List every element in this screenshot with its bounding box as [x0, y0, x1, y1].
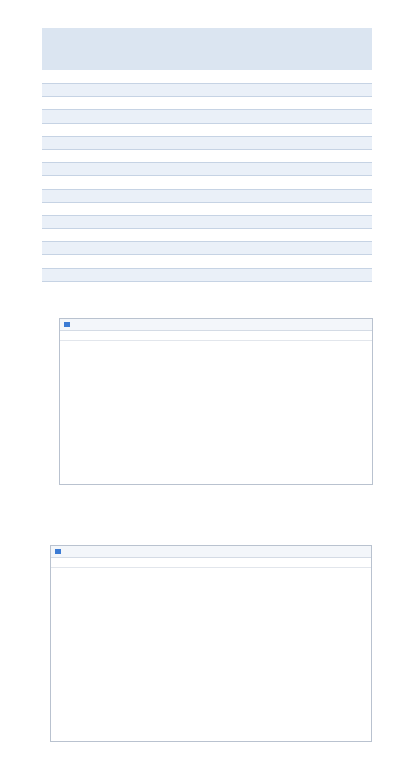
header-load-case: [106, 28, 171, 70]
pager-toolbar: [60, 331, 372, 341]
cell-ratio: [320, 123, 372, 136]
cell-story: [42, 229, 106, 242]
cell-story: [42, 163, 106, 176]
story-displacement-table: [42, 28, 372, 282]
table-row: [42, 176, 372, 189]
cell-maximum: [215, 242, 267, 255]
header-average: [267, 28, 321, 70]
cell-average: [267, 163, 321, 176]
table-row: [42, 229, 372, 242]
header-ratio: [320, 28, 372, 70]
cell-ratio: [320, 84, 372, 97]
cell-ratio: [320, 149, 372, 162]
table-row: [42, 149, 372, 162]
cell-load-case: [106, 268, 171, 281]
unit-maximum: [215, 70, 267, 84]
cell-maximum: [215, 136, 267, 149]
cell-average: [267, 202, 321, 215]
cell-ratio: [320, 255, 372, 268]
cell-maximum: [215, 97, 267, 110]
cell-maximum: [215, 268, 267, 281]
cell-average: [267, 110, 321, 123]
table-row: [42, 97, 372, 110]
cell-story: [42, 123, 106, 136]
cell-maximum: [215, 189, 267, 202]
cell-maximum: [215, 176, 267, 189]
window-titlebar: [51, 546, 371, 558]
header-direction: [170, 28, 214, 70]
cell-ratio: [320, 163, 372, 176]
table-row: [42, 268, 372, 281]
cell-story: [42, 242, 106, 255]
cell-load-case: [106, 136, 171, 149]
cell-average: [267, 123, 321, 136]
cell-maximum: [215, 255, 267, 268]
cell-ratio: [320, 268, 372, 281]
cell-maximum: [215, 229, 267, 242]
cell-load-case: [106, 163, 171, 176]
cell-direction: [170, 202, 214, 215]
cell-average: [267, 268, 321, 281]
cell-load-case: [106, 255, 171, 268]
header-maximum: [215, 28, 267, 70]
cell-load-case: [106, 176, 171, 189]
cell-direction: [170, 176, 214, 189]
pager-toolbar: [51, 558, 371, 568]
cell-direction: [170, 84, 214, 97]
cell-direction: [170, 189, 214, 202]
cell-direction: [170, 97, 214, 110]
cell-ratio: [320, 136, 372, 149]
cell-story: [42, 97, 106, 110]
header-story: [42, 28, 106, 70]
table-row: [42, 215, 372, 228]
cell-average: [267, 149, 321, 162]
cell-average: [267, 255, 321, 268]
cell-ratio: [320, 215, 372, 228]
table-row: [42, 242, 372, 255]
cell-average: [267, 189, 321, 202]
cell-direction: [170, 215, 214, 228]
cell-direction: [170, 242, 214, 255]
cell-direction: [170, 110, 214, 123]
cell-average: [267, 176, 321, 189]
cell-direction: [170, 163, 214, 176]
unit-average: [267, 70, 321, 84]
cell-ratio: [320, 242, 372, 255]
cell-direction: [170, 268, 214, 281]
table-row: [42, 123, 372, 136]
cell-story: [42, 189, 106, 202]
cell-load-case: [106, 189, 171, 202]
table-row: [42, 163, 372, 176]
units-row: [42, 70, 372, 84]
cell-direction: [170, 136, 214, 149]
cell-direction: [170, 123, 214, 136]
cell-maximum: [215, 202, 267, 215]
cell-maximum: [215, 123, 267, 136]
table-row: [42, 136, 372, 149]
cell-story: [42, 215, 106, 228]
cell-ratio: [320, 189, 372, 202]
cell-story: [42, 149, 106, 162]
cell-average: [267, 84, 321, 97]
cell-ratio: [320, 229, 372, 242]
cell-direction: [170, 149, 214, 162]
cell-story: [42, 255, 106, 268]
cell-average: [267, 242, 321, 255]
cell-load-case: [106, 110, 171, 123]
cell-maximum: [215, 163, 267, 176]
cell-average: [267, 97, 321, 110]
cell-maximum: [215, 215, 267, 228]
cell-story: [42, 110, 106, 123]
cell-story: [42, 84, 106, 97]
cell-maximum: [215, 149, 267, 162]
cell-maximum: [215, 110, 267, 123]
cell-direction: [170, 229, 214, 242]
cell-load-case: [106, 229, 171, 242]
cell-story: [42, 268, 106, 281]
table-row: [42, 202, 372, 215]
cell-load-case: [106, 215, 171, 228]
cell-ratio: [320, 97, 372, 110]
cell-ratio: [320, 176, 372, 189]
cell-story: [42, 176, 106, 189]
cell-load-case: [106, 202, 171, 215]
table-row: [42, 189, 372, 202]
cell-load-case: [106, 149, 171, 162]
cell-average: [267, 215, 321, 228]
cell-average: [267, 136, 321, 149]
cell-load-case: [106, 242, 171, 255]
cell-ratio: [320, 202, 372, 215]
cell-story: [42, 202, 106, 215]
cell-story: [42, 136, 106, 149]
app-icon: [64, 322, 70, 327]
cell-load-case: [106, 84, 171, 97]
table-row: [42, 255, 372, 268]
cell-load-case: [106, 97, 171, 110]
cell-ratio: [320, 110, 372, 123]
column-pmm-window: [59, 318, 373, 485]
cell-maximum: [215, 84, 267, 97]
cell-direction: [170, 255, 214, 268]
table-header-row: [42, 28, 372, 70]
cell-average: [267, 229, 321, 242]
table-row: [42, 110, 372, 123]
table-row: [42, 84, 372, 97]
app-icon: [55, 549, 61, 554]
cell-load-case: [106, 123, 171, 136]
shear-wall-summary-window: [50, 545, 372, 742]
window-titlebar: [60, 319, 372, 331]
